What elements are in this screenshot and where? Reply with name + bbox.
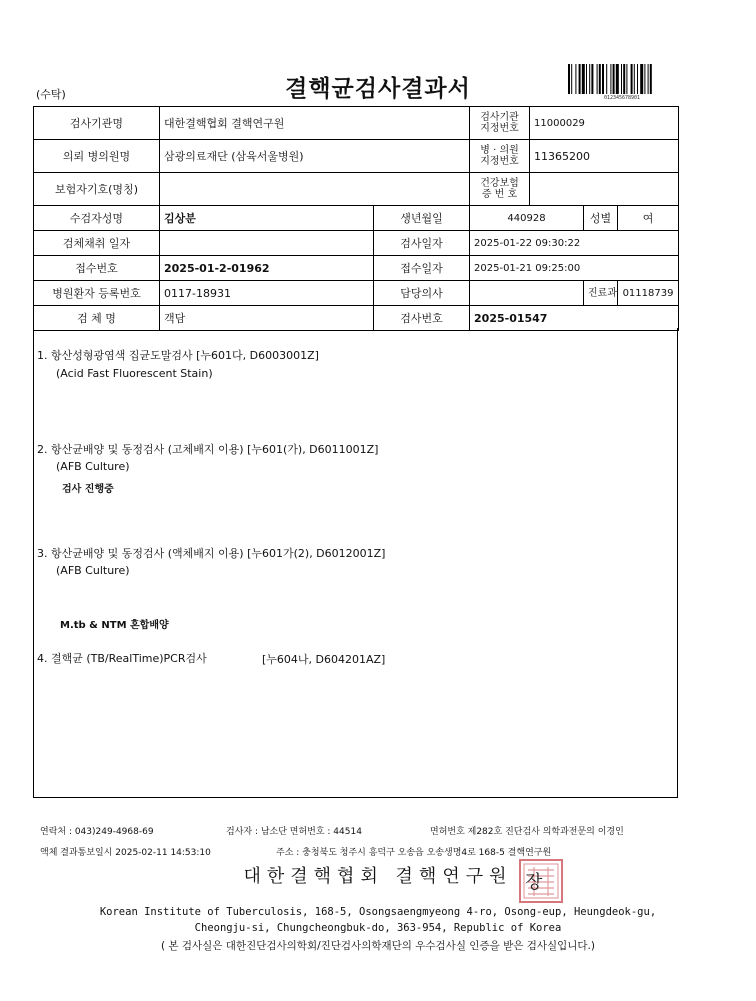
insurance-label-line1: 건강보험	[480, 178, 519, 189]
barcode-bar	[575, 64, 576, 94]
barcode-text: 012345678901	[603, 95, 641, 101]
barcode-bar	[634, 64, 635, 94]
barcode-bar	[597, 64, 598, 94]
result-item-2-english: (AFB Culture)	[56, 460, 130, 473]
patient-name-value: 김상분	[160, 206, 374, 231]
barcode-bar	[631, 64, 633, 94]
official-seal-stamp	[518, 858, 564, 904]
result-item-1-title: 1. 항산성형광염색 집균도말검사 [누601다, D6003001Z]	[37, 349, 319, 362]
lab-code-label-line1: 검사기관	[480, 112, 519, 123]
result-item-4-code: [누604나, D604201AZ]	[262, 653, 386, 666]
registration-label: 병원환자 등록번호	[34, 281, 160, 306]
insurance-no-value	[530, 173, 679, 206]
barcode-bar	[602, 64, 604, 94]
result-item-2-note: 검사 진행중	[62, 484, 114, 495]
insurance-no-label	[470, 173, 530, 206]
accession-label: 접수번호	[34, 256, 160, 281]
organization-address-english-line2: Cheongju-si, Chungcheongbuk-do, 363-954, Republic of Korea	[194, 922, 562, 934]
certification-note: ( 본 검사실은 대한진단검사의학회/진단검사의학재단의 우수검사실 인증을 받은 검사실입니다.)	[160, 940, 595, 952]
insurance-label-line2: 증 번 호	[481, 189, 518, 200]
barcode-bar	[648, 64, 649, 94]
clinic-code-label	[470, 140, 530, 173]
department-value: 01118739	[618, 281, 679, 306]
sex-label: 성별	[584, 206, 618, 231]
receipt-date-value: 2025-01-21 09:25:00	[470, 256, 679, 281]
seal-character: 장	[525, 872, 543, 893]
barcode-bar	[650, 64, 652, 94]
organization-name-korean: 대한결핵협회 결핵연구원	[243, 866, 513, 887]
specimen-label: 검 체 명	[34, 306, 160, 331]
patient-name-label: 수검자성명	[34, 206, 160, 231]
supervisor-info: 면허번호 제282호 진단검사 의학과전문의 이경인	[430, 827, 624, 837]
registration-value: 0117-18931	[160, 281, 374, 306]
barcode-bar	[610, 64, 611, 94]
document-title: 결핵균검사결과서	[285, 76, 471, 102]
clinic-code-label-line2: 지정번호	[480, 156, 519, 167]
insurer-label: 보험자기호(명칭)	[34, 173, 160, 206]
dob-value: 440928	[470, 206, 584, 231]
test-date-value: 2025-01-22 09:30:22	[470, 231, 679, 256]
barcode-bar	[613, 64, 615, 94]
result-item-4-title: 4. 결핵균 (TB/RealTime)PCR검사	[37, 652, 207, 665]
collect-date-value	[160, 231, 374, 256]
barcode-bar	[586, 64, 587, 94]
barcode-bar	[582, 64, 585, 94]
lab-code-label-line2: 지정번호	[480, 123, 519, 134]
results-section	[33, 328, 678, 798]
barcode-bar	[626, 64, 627, 94]
dob-label: 생년월일	[374, 206, 470, 231]
barcode-bar	[568, 64, 570, 94]
barcode-bar	[616, 64, 619, 94]
result-item-1-english: (Acid Fast Fluorescent Stain)	[56, 367, 213, 380]
barcode-bar	[599, 64, 601, 94]
receipt-date-label: 접수일자	[374, 256, 470, 281]
clinic-value: 삼광의료재단 (삼육서울병원)	[160, 140, 470, 173]
barcode-bar	[579, 64, 581, 94]
lab-name-value: 대한결핵협회 결핵연구원	[160, 107, 470, 140]
accession-value: 2025-01-2-01962	[160, 256, 374, 281]
clinic-code-label-line1: 병 · 의원	[480, 145, 519, 156]
barcode-bar	[637, 64, 638, 94]
contact-phone: 연락처 : 043)249-4968-69	[40, 827, 154, 837]
patient-info-table	[33, 106, 679, 331]
receipt-label: (수탁)	[36, 88, 66, 101]
test-number-label: 검사번호	[374, 306, 470, 331]
result-item-3-note: M.tb & NTM 혼합배양	[60, 620, 169, 631]
barcode-bar	[591, 64, 593, 94]
lab-code-label	[470, 107, 530, 140]
lab-code-value: 11000029	[530, 107, 679, 140]
result-item-2-title: 2. 항산균배양 및 동정검사 (고체배지 이용) [누601(가), D6011001Z]	[37, 443, 379, 456]
specimen-value: 객담	[160, 306, 374, 331]
barcode-bar	[571, 64, 572, 94]
result-item-3-title: 3. 항산균배양 및 동정검사 (액체배지 이용) [누601가(2), D6012001Z]	[37, 547, 386, 560]
barcode-bar	[640, 64, 643, 94]
collect-date-label: 검체채취 일자	[34, 231, 160, 256]
barcode-bar	[644, 64, 645, 94]
test-number-value: 2025-01547	[470, 306, 679, 331]
inspector-info: 검사자 : 남소단 면허번호 : 44514	[226, 827, 362, 837]
barcode-bar	[589, 64, 590, 94]
test-date-label: 검사일자	[374, 231, 470, 256]
barcode-bar	[621, 64, 622, 94]
doctor-label: 담당의사	[374, 281, 470, 306]
insurer-value	[160, 173, 470, 206]
report-datetime: 액체 결과통보일시 2025-02-11 14:53:10	[40, 848, 211, 858]
department-label: 진료과	[584, 281, 618, 306]
result-item-3-english: (AFB Culture)	[56, 564, 130, 577]
barcode	[568, 64, 676, 94]
sex-value: 여	[618, 206, 679, 231]
doctor-value	[470, 281, 584, 306]
barcode-bar	[606, 64, 607, 94]
clinic-code-value: 11365200	[530, 140, 679, 173]
barcode-bar	[623, 64, 625, 94]
organization-address-english-line1: Korean Institute of Tuberculosis, 168-5, Osongsaengmyeong 4-ro, Osong-eup, Heungdeok-gu,	[99, 906, 657, 918]
clinic-label: 의뢰 병의원명	[34, 140, 160, 173]
address: 주소 : 충청북도 청주시 흥덕구 오송읍 오송생명4로 168-5 결핵연구원	[276, 848, 552, 858]
lab-name-label: 검사기관명	[34, 107, 160, 140]
